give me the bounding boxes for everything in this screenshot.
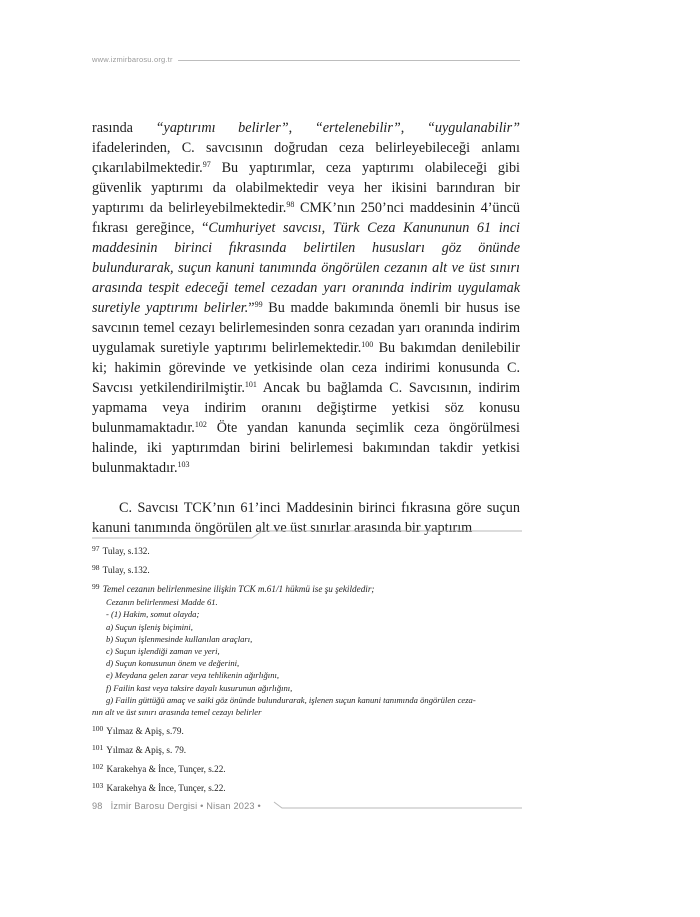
text-run: Bu madde bakımında önemli bir husus ise savcının temel cezayı belirlemesinden sonra cezadan yarı oranında indirim uygulamak suretiyle yaptırımı belirlemektedir. bbox=[92, 300, 521, 356]
footnote-text: Karakehya & İnce, Tunçer, s.22. bbox=[104, 763, 226, 774]
footnote-text: Yılmaz & Apiş, s. 79. bbox=[104, 744, 187, 755]
text-run: , bbox=[400, 120, 427, 136]
footnote-text: Karakehya & İnce, Tunçer, s.22. bbox=[104, 783, 226, 794]
body-text bbox=[92, 118, 520, 538]
footnote-number: 102 bbox=[92, 761, 104, 771]
footnote-98 bbox=[92, 564, 520, 577]
text-run: , bbox=[288, 120, 315, 136]
text-run: Bu bakımdan denilebilir ki; hakimin görevinde ve yetkisinde olan ceza indirimi konusunda C. Savcısı yetkilendirilmiştir. bbox=[92, 340, 520, 396]
footnote-number: 101 bbox=[92, 742, 104, 752]
footnote-number: 98 bbox=[92, 563, 100, 573]
law-line: e) Meydana gelen zarar veya tehlikenin ağırlığını, bbox=[106, 670, 280, 681]
paragraph-2: C. Savcısı TCK’nın 61’inci Maddesinin birinci fıkrasına göre suçun kanuni tanımında öngörülen alt ve üst sınırlar arasında bir yaptırım bbox=[92, 500, 520, 536]
footnote-99 bbox=[92, 583, 520, 718]
law-line: b) Suçun işlenmesinde kullanılan araçları, bbox=[106, 633, 253, 644]
law-line-continued: nın alt ve üst sınırı arasında temel cezayı belirler bbox=[92, 707, 262, 717]
footnote-100 bbox=[92, 725, 520, 738]
law-line: - (1) Hakim, somut olayda; bbox=[106, 609, 200, 620]
quote-yaptirimi-belirler: “yaptırımı belirler” bbox=[155, 120, 289, 136]
footnote-101 bbox=[92, 744, 520, 757]
paragraph-1 bbox=[92, 118, 520, 478]
header-url: www.izmirbarosu.org.tr bbox=[92, 55, 173, 64]
footnote-102 bbox=[92, 763, 520, 776]
text-run: rasında bbox=[92, 120, 156, 136]
footnote-103 bbox=[92, 782, 520, 795]
law-line: c) Suçun işlendiği zaman ve yeri, bbox=[106, 645, 220, 656]
footnote-ref-101[interactable]: 101 bbox=[244, 380, 257, 389]
footnote-text: Tulay, s.132. bbox=[100, 565, 150, 576]
footnote-separator bbox=[92, 528, 522, 542]
footnote-ref-100[interactable]: 100 bbox=[361, 340, 374, 349]
text-run: ” bbox=[248, 300, 255, 316]
footnote-97 bbox=[92, 545, 520, 558]
footnote-number: 103 bbox=[92, 781, 104, 791]
quote-uygulanabilir: “uygulanabilir” bbox=[426, 120, 520, 136]
text-run: Öte yandan kanunda seçimlik ceza öngörülmesi halinde, iki yaptırımdan birini belirlemesi bakımından takdir yetkisi bulunmaktadır. bbox=[92, 420, 520, 476]
page-footer bbox=[92, 801, 261, 811]
footnote-text: Temel cezanın belirlenmesine ilişkin TCK m.61/1 hükmü ise şu şekildedir; bbox=[100, 584, 375, 595]
quote-ertelenebilir: “ertelenebilir” bbox=[314, 120, 401, 136]
law-line: g) Failin güttüğü amaç ve saiki göz önünde bulundurarak, işlenen suçun kanuni tanımında öngörülen ceza- bbox=[106, 694, 476, 705]
footnote-number: 100 bbox=[92, 723, 104, 733]
text-run: Bu yaptırımlar, ceza yaptırımı olabileceği gibi güvenlik yaptırımı da olabilmektedir veya her ikisini barındıran bir yaptırımı da belirleyebilmektedir. bbox=[92, 160, 520, 216]
footnote-ref-98[interactable]: 98 bbox=[286, 200, 295, 209]
footnotes bbox=[92, 545, 520, 801]
header-rule bbox=[178, 60, 520, 61]
footnote-ref-102[interactable]: 102 bbox=[194, 420, 207, 429]
footnote-number: 99 bbox=[92, 582, 100, 592]
footnote-number: 97 bbox=[92, 544, 100, 553]
footnote-ref-99[interactable]: 99 bbox=[254, 300, 263, 309]
journal-title: İzmir Barosu Dergisi • Nisan 2023 • bbox=[110, 801, 261, 811]
law-line: Cezanın belirlenmesi Madde 61. bbox=[106, 597, 218, 608]
law-line: a) Suçun işleniş biçimini, bbox=[106, 621, 193, 632]
footnote-ref-97[interactable]: 97 bbox=[202, 160, 211, 169]
text-run: ifadelerinden, C. savcısının doğrudan ceza belirleyebileceği anlamı çıkarılabilmektedir. bbox=[92, 140, 520, 176]
footnote-text: Tulay, s.132. bbox=[100, 546, 150, 556]
footnote-ref-103[interactable]: 103 bbox=[177, 460, 190, 469]
text-run: Ancak bu bağlamda C. Savcısının, indirim yapmama veya indirim oranını değiştirme yetkisi söz konusu bulunmamaktadır. bbox=[92, 380, 520, 436]
text-run: CMK’nın 250’nci maddesinin 4’üncü fıkrası gereğince, “ bbox=[92, 200, 520, 236]
footnote-text: Yılmaz & Apiş, s.79. bbox=[104, 725, 184, 736]
law-line: f) Failin kast veya taksire dayalı kusurunun ağırlığını, bbox=[106, 682, 293, 693]
page-number: 98 bbox=[92, 801, 103, 811]
law-quote: Cumhuriyet savcısı, Türk Ceza Kanununun 61 inci maddesinin birinci fıkrasında belirtilen hususları göz önünde bulundurarak, suçun kanuni tanımında öngörülen cezanın alt ve üst sınırı arasında tespit edeceği temel cezadan yarı oranında indirim uygulamak suretiyle yaptırımı belirler. bbox=[92, 220, 520, 316]
law-line: d) Suçun konusunun önem ve değerini, bbox=[106, 658, 240, 669]
